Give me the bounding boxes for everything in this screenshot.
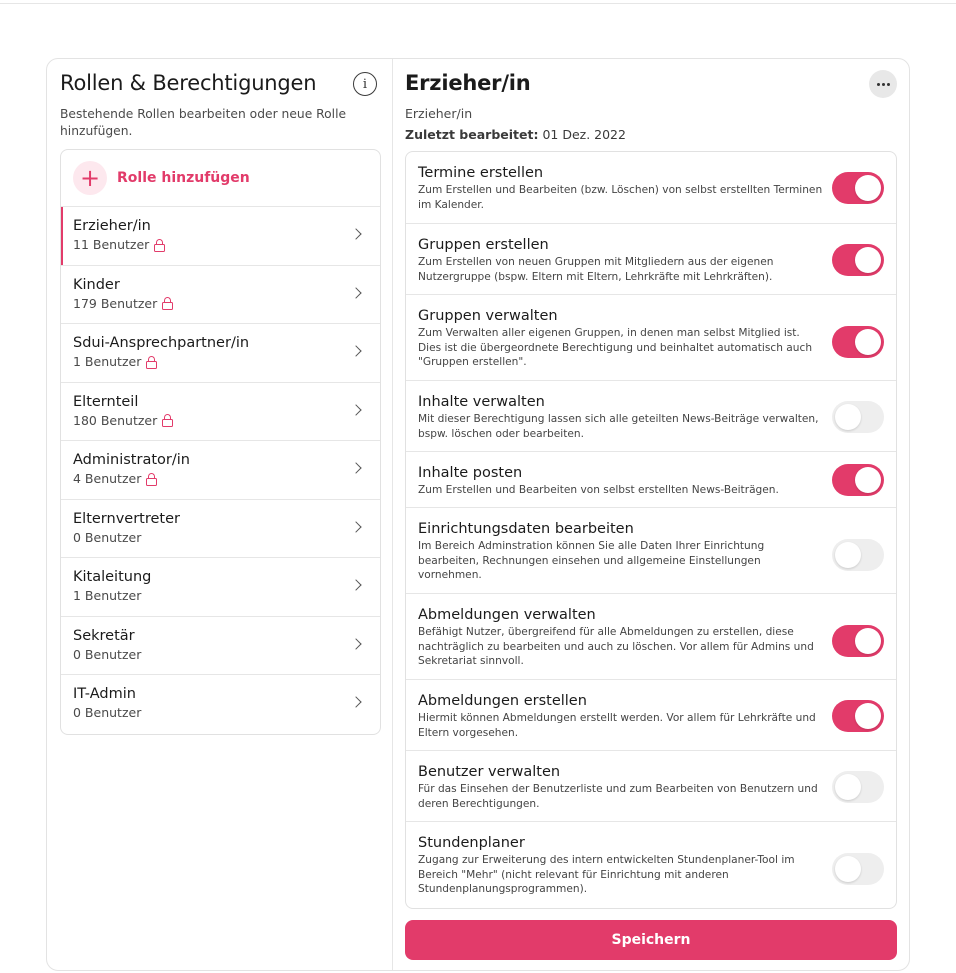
- role-meta: [73, 588, 380, 603]
- permission-description: Befähigt Nutzer, übergreifend für alle Abmeldungen zu erstellen, diese nachträglich zu bearbeiten und auch zu löschen. Vor allem für Admins und Sekretariat sinnvoll.: [418, 626, 814, 667]
- role-name: Kitaleitung: [73, 569, 152, 585]
- last-edited: [405, 127, 626, 142]
- permission-list: [405, 151, 897, 909]
- permission-title: Inhalte posten: [418, 465, 523, 481]
- role-meta: [73, 354, 380, 369]
- permission-title: Stundenplaner: [418, 835, 525, 851]
- role-user-count: 180 Benutzer: [73, 412, 158, 428]
- permission-title: Gruppen erstellen: [418, 237, 549, 253]
- role-user-count: 1 Benutzer: [73, 588, 142, 603]
- role-name: Elternteil: [73, 393, 139, 410]
- permission-toggle[interactable]: [832, 172, 884, 204]
- role-item[interactable]: [61, 207, 380, 266]
- permission-toggle[interactable]: [832, 326, 884, 358]
- permission-toggle[interactable]: [832, 539, 884, 571]
- plus-icon: +: [73, 161, 107, 195]
- permission-toggle[interactable]: [832, 771, 884, 803]
- permission-row: [406, 295, 896, 381]
- role-item[interactable]: [61, 441, 380, 500]
- role-item[interactable]: [61, 266, 380, 325]
- permission-row: [406, 822, 896, 908]
- role-meta: [73, 471, 380, 486]
- role-user-count: 0 Benutzer: [73, 646, 142, 662]
- more-options-icon[interactable]: [869, 70, 897, 98]
- permission-toggle[interactable]: [832, 244, 884, 276]
- role-name: Kinder: [73, 276, 120, 293]
- permission-row: [406, 594, 896, 680]
- toggle-knob: [855, 703, 881, 729]
- toggle-knob: [835, 856, 861, 882]
- role-meta: [73, 705, 380, 720]
- role-name: Sdui-Ansprechpartner/in: [73, 335, 250, 351]
- toggle-knob: [855, 467, 881, 493]
- permission-title: Gruppen verwalten: [418, 308, 558, 324]
- lock-icon: [162, 414, 173, 426]
- permission-description: Zum Erstellen und Bearbeiten von selbst erstellten News-Beiträgen.: [418, 484, 779, 496]
- role-title: Erzieher/in: [405, 71, 531, 95]
- role-user-count: 1 Benutzer: [73, 354, 142, 369]
- roles-panel-title: Rollen & Berechtigungen: [60, 71, 317, 95]
- permission-title: Benutzer verwalten: [418, 764, 561, 780]
- toggle-knob: [835, 404, 861, 430]
- permission-toggle[interactable]: [832, 625, 884, 657]
- permission-title: Inhalte verwalten: [418, 394, 545, 410]
- last-edited-label: Zuletzt bearbeitet:: [405, 127, 539, 142]
- role-user-count: 0 Benutzer: [73, 705, 142, 720]
- role-list: [60, 149, 381, 735]
- permission-description: Zum Verwalten aller eigenen Gruppen, in denen man selbst Mitglied ist. Dies ist die übergeordnete Berechtigung und beinhaltet automatisch auch "Gruppen erstellen".: [418, 327, 813, 368]
- roles-panel-description: Bestehende Rollen bearbeiten oder neue Rolle hinzufügen.: [60, 107, 347, 138]
- role-item[interactable]: [61, 617, 380, 676]
- role-meta: [73, 530, 380, 545]
- role-subtitle: Erzieher/in: [405, 106, 473, 121]
- role-meta: [73, 647, 380, 662]
- permission-description: Mit dieser Berechtigung lassen sich alle geteilten News-Beiträge verwalten, bspw. löschen oder bearbeiten.: [418, 413, 819, 440]
- role-name: Erzieher/in: [73, 218, 151, 234]
- add-role-button[interactable]: [61, 150, 380, 207]
- permission-description: Zum Erstellen von neuen Gruppen mit Mitgliedern aus der eigenen Nutzergruppe (bspw. Eltern mit Eltern, Lehrkräfte mit Lehrkräften).: [418, 256, 774, 283]
- permission-row: [406, 381, 896, 452]
- lock-icon: [162, 297, 173, 309]
- role-user-count: 179 Benutzer: [73, 295, 158, 311]
- role-item[interactable]: [61, 500, 380, 559]
- toggle-knob: [855, 628, 881, 654]
- role-user-count: 0 Benutzer: [73, 529, 142, 545]
- permission-row: [406, 452, 896, 508]
- roles-card: [46, 58, 910, 971]
- permission-row: [406, 751, 896, 822]
- permission-toggle[interactable]: [832, 464, 884, 496]
- permission-row: [406, 224, 896, 295]
- save-button[interactable]: Speichern: [405, 920, 897, 960]
- role-name: IT-Admin: [73, 686, 136, 702]
- permission-title: Einrichtungsdaten bearbeiten: [418, 521, 634, 537]
- toggle-knob: [855, 329, 881, 355]
- permission-description: Für das Einsehen der Benutzerliste und zum Bearbeiten von Benutzern und deren Berechtigungen.: [418, 783, 818, 810]
- role-name: Administrator/in: [73, 452, 190, 468]
- permission-toggle[interactable]: [832, 853, 884, 885]
- add-role-label: Rolle hinzufügen: [117, 170, 250, 186]
- permission-description: Hiermit können Abmeldungen erstellt werden. Vor allem für Lehrkräfte und Eltern vorgesehen.: [418, 712, 816, 739]
- role-detail-panel: [393, 59, 909, 970]
- role-meta: [73, 237, 380, 252]
- role-item[interactable]: [61, 558, 380, 617]
- permission-title: Abmeldungen verwalten: [418, 607, 596, 623]
- roles-panel: [47, 59, 392, 970]
- toggle-knob: [835, 542, 861, 568]
- top-divider: [0, 3, 956, 4]
- permission-toggle[interactable]: [832, 401, 884, 433]
- last-edited-value: 01 Dez. 2022: [542, 127, 626, 142]
- role-user-count: 11 Benutzer: [73, 237, 150, 252]
- role-item[interactable]: [61, 324, 380, 383]
- toggle-knob: [835, 774, 861, 800]
- role-item[interactable]: [61, 675, 380, 734]
- role-item[interactable]: [61, 383, 380, 442]
- role-name: Sekretär: [73, 627, 135, 644]
- permission-description: Zum Erstellen und Bearbeiten (bzw. Löschen) von selbst erstellten Terminen im Kalender.: [418, 184, 823, 211]
- lock-icon: [146, 473, 157, 485]
- lock-icon: [154, 239, 165, 251]
- permission-title: Abmeldungen erstellen: [418, 693, 587, 709]
- permission-row: [406, 508, 896, 594]
- toggle-knob: [855, 175, 881, 201]
- permission-row: [406, 680, 896, 751]
- permission-description: Zugang zur Erweiterung des intern entwickelten Stundenplaner-Tool im Bereich "Mehr" (nicht relevant für Einrichtung mit anderen Stundenplanungsprogrammen).: [418, 854, 795, 895]
- role-name: Elternvertreter: [73, 510, 180, 527]
- permission-toggle[interactable]: [832, 700, 884, 732]
- lock-icon: [146, 356, 157, 368]
- role-meta: [73, 296, 380, 311]
- info-icon[interactable]: i: [353, 72, 377, 96]
- permission-title: Termine erstellen: [418, 165, 544, 181]
- role-user-count: 4 Benutzer: [73, 471, 142, 486]
- role-meta: [73, 413, 380, 428]
- permission-description: Im Bereich Adminstration können Sie alle Daten Ihrer Einrichtung bearbeiten, Rechnungen einsehen und allgemeine Einstellungen vornehmen.: [418, 540, 765, 581]
- permission-row: [406, 152, 896, 224]
- toggle-knob: [855, 247, 881, 273]
